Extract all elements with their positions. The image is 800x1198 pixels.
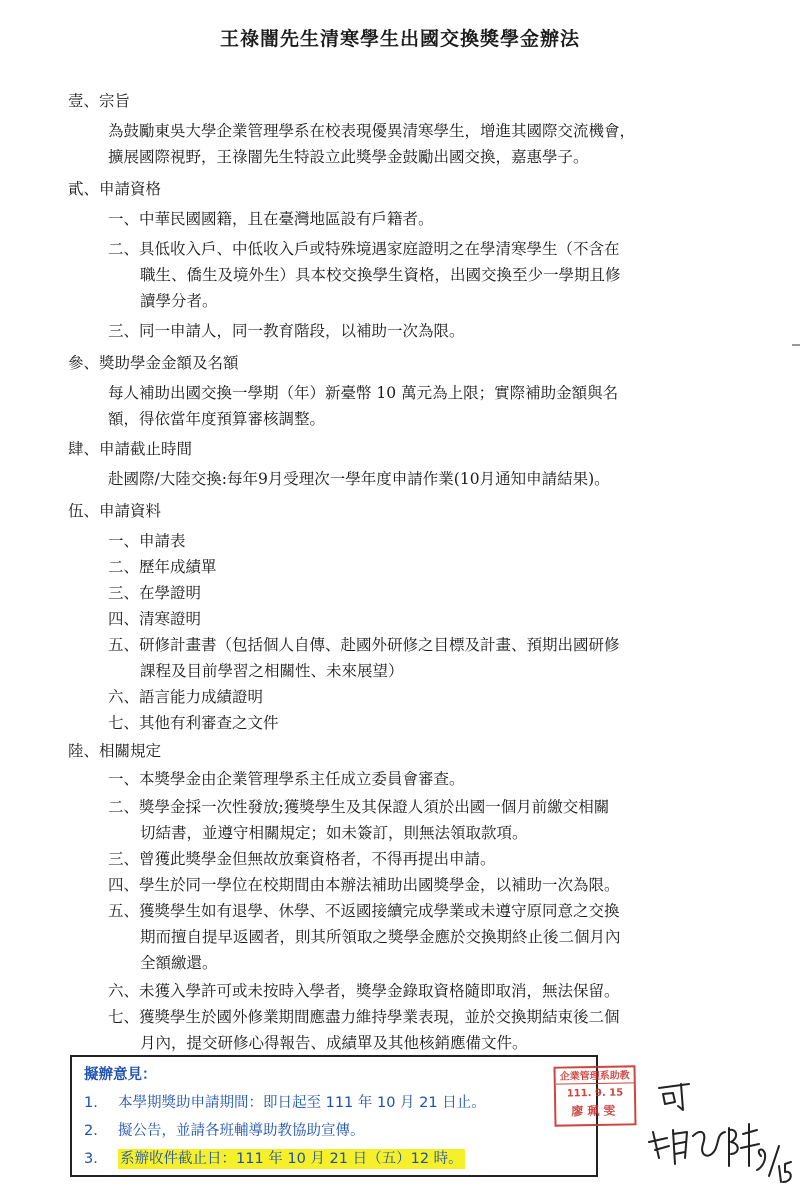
opinion-item-text: 本學期獎助申請期間：即日起至 111 年 10 月 21 日止。 xyxy=(118,1095,486,1111)
list-item: 三、在學證明 xyxy=(108,584,202,602)
stamp-name: 廖珮雯 xyxy=(571,1103,620,1119)
section-heading-deadline: 肆、申請截止時間 xyxy=(68,440,193,458)
list-item: 六、未獲入學許可或未按時入學者，獎學金錄取資格隨即取消，無法保留。 xyxy=(108,982,620,1000)
opinion-item xyxy=(72,1149,592,1169)
approval-stamp xyxy=(553,1065,636,1126)
list-item: 七、其他有利審查之文件 xyxy=(108,714,279,732)
list-item: 二、具低收入戶、中低收入戶或特殊境遇家庭證明之在學清寒學生（不含在 xyxy=(108,240,620,258)
opinion-item-text-highlighted: 系辦收件截止日：111 年 10 月 21 日（五）12 時。 xyxy=(120,1151,463,1167)
list-item: 一、申請表 xyxy=(108,532,186,550)
list-item: 一、本獎學金由企業管理學系主任成立委員會審查。 xyxy=(108,770,465,788)
stamp-unit: 企業管理系助教 xyxy=(556,1067,634,1084)
list-item-continuation: 切結書，並遵守相關規定；如未簽訂，則無法領取款項。 xyxy=(140,824,528,842)
list-item-continuation: 全額繳還。 xyxy=(140,954,218,972)
opinion-item xyxy=(72,1121,592,1141)
list-item-continuation: 職生、僑生及境外生）具本校交換學生資格，出國交換至少一學期且修 xyxy=(140,266,621,284)
paragraph-line: 赴國際/大陸交換:每年9月受理次一學年度申請作業(10月通知申請結果)。 xyxy=(108,470,610,488)
list-item: 三、曾獲此獎學金但無故放棄資格者，不得再提出申請。 xyxy=(108,850,496,868)
document-title: 王祿闇先生清寒學生出國交換獎學金辦法 xyxy=(219,28,580,50)
opinion-item-text: 擬公告，並請各班輔導助教協助宣傳。 xyxy=(118,1123,365,1139)
opinion-item-number: 1. xyxy=(84,1095,98,1111)
paragraph-line: 為鼓勵東吳大學企業管理學系在校表現優異清寒學生，增進其國際交流機會， xyxy=(108,122,636,140)
list-item: 二、歷年成績單 xyxy=(108,558,217,576)
list-item: 五、研修計畫書（包括個人自傳、赴國外研修之目標及計畫、預期出國研修 xyxy=(108,636,620,654)
section-heading-purpose: 壹、宗旨 xyxy=(68,92,131,110)
list-item: 一、中華民國國籍，且在臺灣地區設有戶籍者。 xyxy=(108,210,434,228)
opinion-item xyxy=(72,1093,592,1113)
section-heading-documents: 伍、申請資料 xyxy=(68,502,162,520)
paragraph-line: 擴展國際視野，王祿闇先生特設立此獎學金鼓勵出國交換，嘉惠學子。 xyxy=(108,148,589,166)
handwritten-signature xyxy=(645,1070,795,1190)
list-item: 七、獲獎學生於國外修業期間應盡力維持學業表現，並於交換期結束後二個 xyxy=(108,1008,620,1026)
opinion-heading: 擬辦意見： xyxy=(84,1067,157,1083)
section-heading-eligibility: 貳、申請資格 xyxy=(68,180,162,198)
stamp-date: 111. 9. 15 xyxy=(566,1087,624,1100)
section-heading-amount: 參、獎助學金金額及名額 xyxy=(68,354,239,372)
list-item: 五、獲獎學生如有退學、休學、不返國接續完成學業或未遵守原同意之交換 xyxy=(108,902,620,920)
paragraph-line: 每人補助出國交換一學期（年）新臺幣 10 萬元為上限；實際補助金額與名 xyxy=(108,384,619,402)
list-item-continuation: 讀學分者。 xyxy=(140,292,218,310)
opinion-box xyxy=(70,1055,598,1177)
list-item-continuation: 月內，提交研修心得報告、成績單及其他核銷應備文件。 xyxy=(140,1034,528,1052)
section-heading-regulations: 陸、相關規定 xyxy=(68,742,162,760)
list-item: 四、學生於同一學位在校期間由本辦法補助出國獎學金，以補助一次為限。 xyxy=(108,876,620,894)
paragraph-line: 額，得依當年度預算審核調整。 xyxy=(108,410,326,428)
list-item-continuation: 期而擅自提早返國者，則其所領取之獎學金應於交換期終止後二個月內 xyxy=(140,928,621,946)
list-item: 四、清寒證明 xyxy=(108,610,202,628)
list-item: 三、同一申請人，同一教育階段，以補助一次為限。 xyxy=(108,322,465,340)
list-item: 二、獎學金採一次性發放;獲獎學生及其保證人須於出國一個月前繳交相關 xyxy=(108,798,610,816)
opinion-item-number: 2. xyxy=(84,1123,98,1139)
list-item: 六、語言能力成績證明 xyxy=(108,688,264,706)
opinion-item-number: 3. xyxy=(84,1151,98,1167)
list-item-continuation: 課程及目前學習之相關性、未來展望） xyxy=(140,662,404,680)
margin-mark xyxy=(792,344,800,346)
